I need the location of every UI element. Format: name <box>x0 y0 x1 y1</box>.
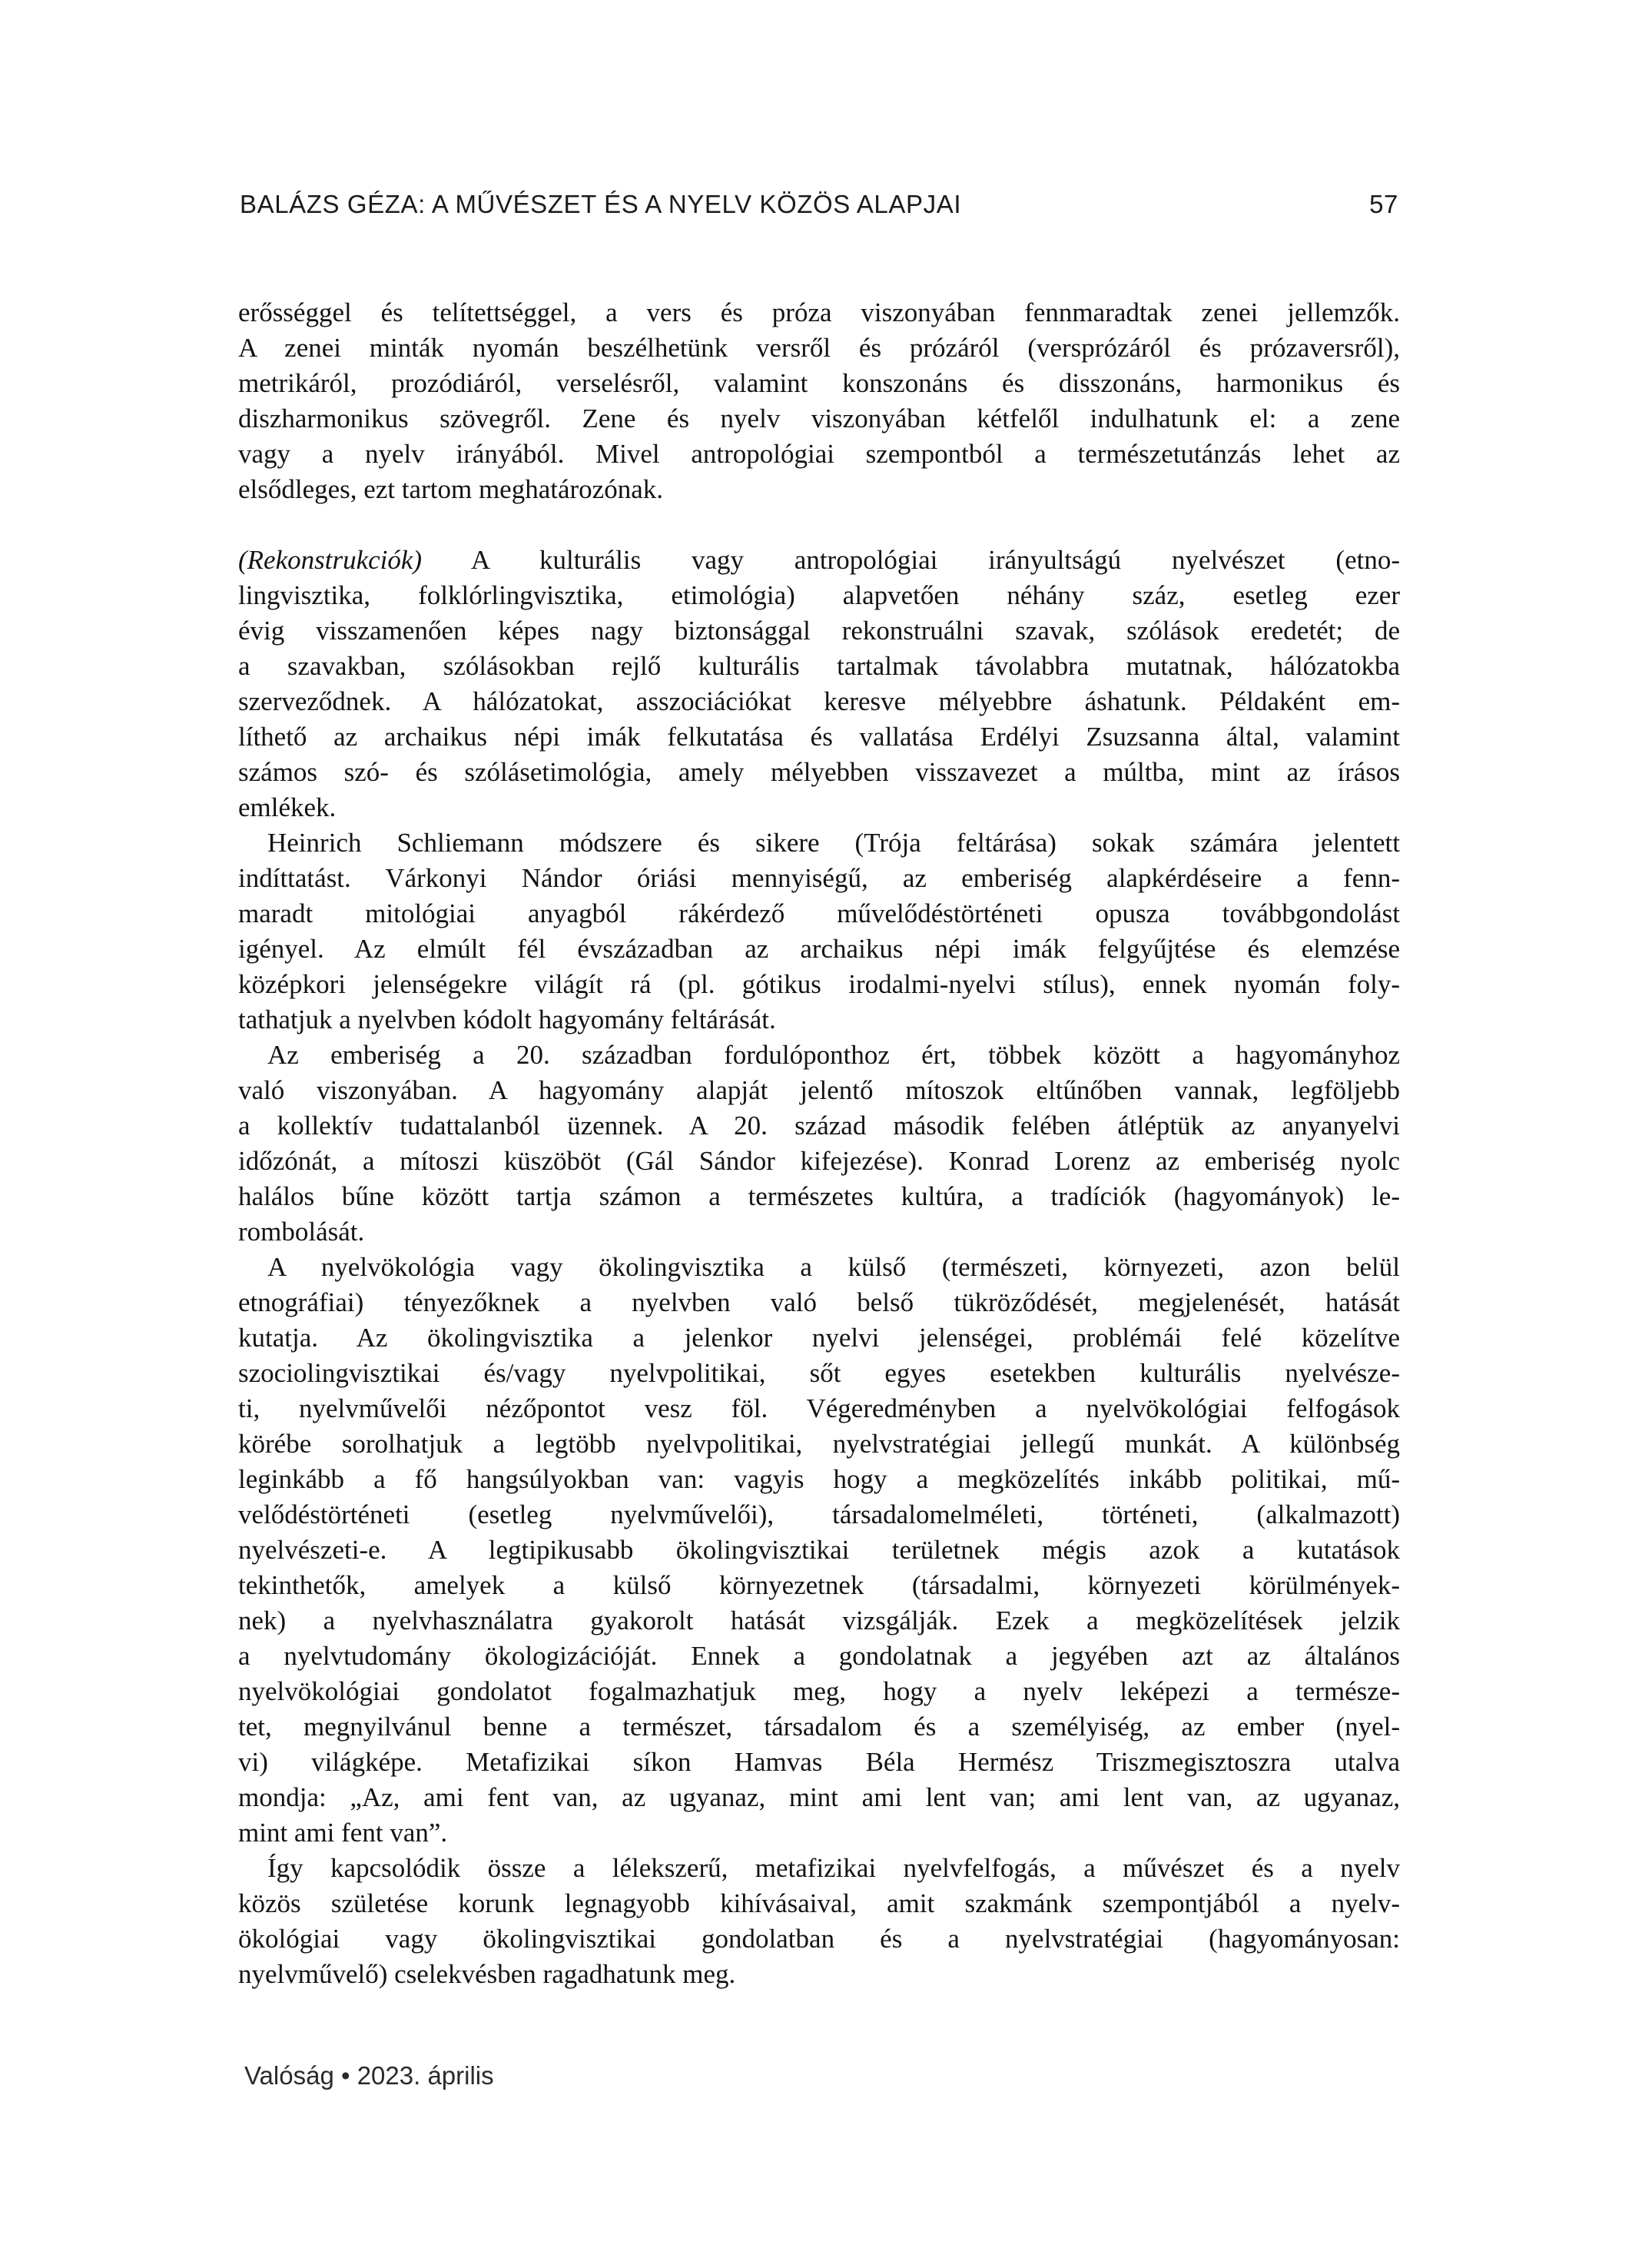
paragraph <box>238 825 1400 1038</box>
text-line: maradt mitológiai anyagból rákérdező művelődéstörténeti opusza továbbgondolást <box>238 898 1400 928</box>
text-line: erősséggel és telítettséggel, a vers és próza viszonyában fennmaradtak zenei jellemzők. <box>238 297 1400 327</box>
text-line: A zenei minták nyomán beszélhetünk versről és prózáról (versprózáról és prózaversről), <box>238 333 1400 363</box>
italic-lead: (Rekonstrukciók) <box>238 545 423 575</box>
text-line: szociolingvisztikai és/vagy nyelvpolitikai, sőt egyes esetekben kulturális nyelvésze- <box>238 1358 1400 1388</box>
text-line: évig visszamenően képes nagy biztonsággal rekonstruálni szavak, szólások eredetét; de <box>238 616 1400 646</box>
text-line: leginkább a fő hangsúlyokban van: vagyis hogy a megközelítés inkább politikai, mű- <box>238 1464 1400 1494</box>
paragraph <box>238 1250 1400 1851</box>
text-line: nyelvészeti-e. A legtipikusabb ökolingvisztikai területnek mégis azok a kutatások <box>238 1535 1400 1565</box>
text-line: Így kapcsolódik össze a lélekszerű, metafizikai nyelvfelfogás, a művészet és a nyelv <box>267 1853 1400 1883</box>
text-line: szerveződnek. A hálózatokat, asszociációkat keresve mélyebbre áshatunk. Példaként em- <box>238 686 1400 716</box>
text-line: középkori jelenségekre világít rá (pl. gótikus irodalmi-nyelvi stílus), ennek nyomán foly- <box>238 969 1400 999</box>
text-line: A nyelvökológia vagy ökolingvisztika a külső (természeti, környezeti, azon belül <box>267 1252 1400 1282</box>
text-line: a nyelvtudomány ökologizációját. Ennek a gondolatnak a jegyében azt az általános <box>238 1641 1400 1671</box>
text-line: időzónát, a mítoszi küszöböt (Gál Sándor kifejezése). Konrad Lorenz az emberiség nyolc <box>238 1146 1400 1176</box>
text-line: számos szó- és szólásetimológia, amely mélyebben visszavezet a múltba, mint az írásos <box>238 757 1400 787</box>
text-line: indíttatást. Várkonyi Nándor óriási mennyiségű, az emberiség alapkérdéseire a fenn- <box>238 863 1400 893</box>
text-line: kutatja. Az ökolingvisztika a jelenkor nyelvi jelenségei, problémái felé közelítve <box>238 1323 1400 1353</box>
text-line: Az emberiség a 20. században fordulóponthoz ért, többek között a hagyományhoz <box>267 1040 1400 1070</box>
paragraph <box>238 1851 1400 1992</box>
text-line: mint ami fent van”. <box>238 1818 448 1848</box>
text-line: ti, nyelvművelői nézőpontot vesz föl. Végeredményben a nyelvökológiai felfogások <box>238 1393 1400 1423</box>
paragraph <box>238 1038 1400 1250</box>
text-line: nyelvökológiai gondolatot fogalmazhatjuk meg, hogy a nyelv leképezi a természe- <box>238 1676 1400 1706</box>
text-line: tekinthetők, amelyek a külső környezetnek (társadalmi, környezeti körülmények- <box>238 1570 1400 1600</box>
text-line: tet, megnyilvánul benne a természet, társadalom és a személyiség, az ember (nyel- <box>238 1712 1400 1742</box>
text-line: a szavakban, szólásokban rejlő kulturális tartalmak távolabbra mutatnak, hálózatokba <box>238 651 1400 681</box>
text-line: Heinrich Schliemann módszere és sikere (Trója feltárása) sokak számára jelentett <box>267 828 1400 858</box>
text-line: ökológiai vagy ökolingvisztikai gondolatban és a nyelvstratégiai (hagyományosan: <box>238 1924 1400 1954</box>
text-line: rombolását. <box>238 1217 365 1247</box>
text-line: igényel. Az elmúlt fél évszázadban az archaikus népi imák felgyűjtése és elemzése <box>238 934 1400 964</box>
journal-footer <box>244 2061 494 2090</box>
text-line: közös születése korunk legnagyobb kihívásaival, amit szakmánk szempontjából a nyelv- <box>238 1888 1400 1918</box>
text-line: nyelvművelő) cselekvésben ragadhatunk meg. <box>238 1959 736 1989</box>
text-line: diszharmonikus szövegről. Zene és nyelv viszonyában kétfelől indulhatunk el: a zene <box>238 403 1400 433</box>
text-line: vi) világképe. Metafizikai síkon Hamvas Béla Hermész Triszmegisztoszra utalva <box>238 1747 1400 1777</box>
text-line: körébe sorolhatjuk a legtöbb nyelvpolitikai, nyelvstratégiai jellegű munkát. A különbség <box>238 1429 1400 1459</box>
text-line: a kollektív tudattalanból üzennek. A 20. század második felében átléptük az anyanyelvi <box>238 1111 1400 1141</box>
text-line: elsődleges, ezt tartom meghatározónak. <box>238 474 663 504</box>
text-line: halálos bűne között tartja számon a természetes kultúra, a tradíciók (hagyományok) le- <box>238 1181 1400 1211</box>
running-head <box>240 191 1398 218</box>
running-head-title: BALÁZS GÉZA: A MŰVÉSZET ÉS A NYELV KÖZÖS ALAPJAI <box>240 190 962 218</box>
text-line: nek) a nyelvhasználatra gyakorolt hatását vizsgálják. Ezek a megközelítések jelzik <box>238 1606 1400 1635</box>
article-body <box>238 295 1400 1992</box>
text-line: vagy a nyelv irányából. Mivel antropológiai szempontból a természetutánzás lehet az <box>238 439 1400 469</box>
text-line: etnográfiai) tényezőknek a nyelvben való belső tükröződését, megjelenését, hatását <box>238 1287 1400 1317</box>
journal-footer-text: Valóság • 2023. április <box>244 2061 494 2090</box>
text-line: tathatjuk a nyelvben kódolt hagyomány feltárását. <box>238 1004 776 1034</box>
text-line: velődéstörténeti (esetleg nyelvművelői), társadalomelméleti, történeti, (alkalmazott) <box>238 1499 1400 1529</box>
text-line: líthető az archaikus népi imák felkutatása és vallatása Erdélyi Zsuzsanna által, valamint <box>238 722 1400 752</box>
text-line: metrikáról, prozódiáról, verselésről, valamint konszonáns és disszonáns, harmonikus és <box>238 368 1400 398</box>
text-line: mondja: „Az, ami fent van, az ugyanaz, mint ami lent van; ami lent van, az ugyanaz, <box>238 1782 1400 1812</box>
text-line: való viszonyában. A hagyomány alapját jelentő mítoszok eltűnőben vannak, legföljebb <box>238 1075 1400 1105</box>
text-line: emlékek. <box>238 792 337 822</box>
text-line: (Rekonstrukciók) A kulturális vagy antropológiai irányultságú nyelvészet (etno- <box>238 545 1400 575</box>
paragraph <box>238 543 1400 825</box>
page-number: 57 <box>1369 190 1398 218</box>
text-line: lingvisztika, folklórlingvisztika, etimológia) alapvetően néhány száz, esetleg ezer <box>238 580 1400 610</box>
paragraph <box>238 295 1400 507</box>
